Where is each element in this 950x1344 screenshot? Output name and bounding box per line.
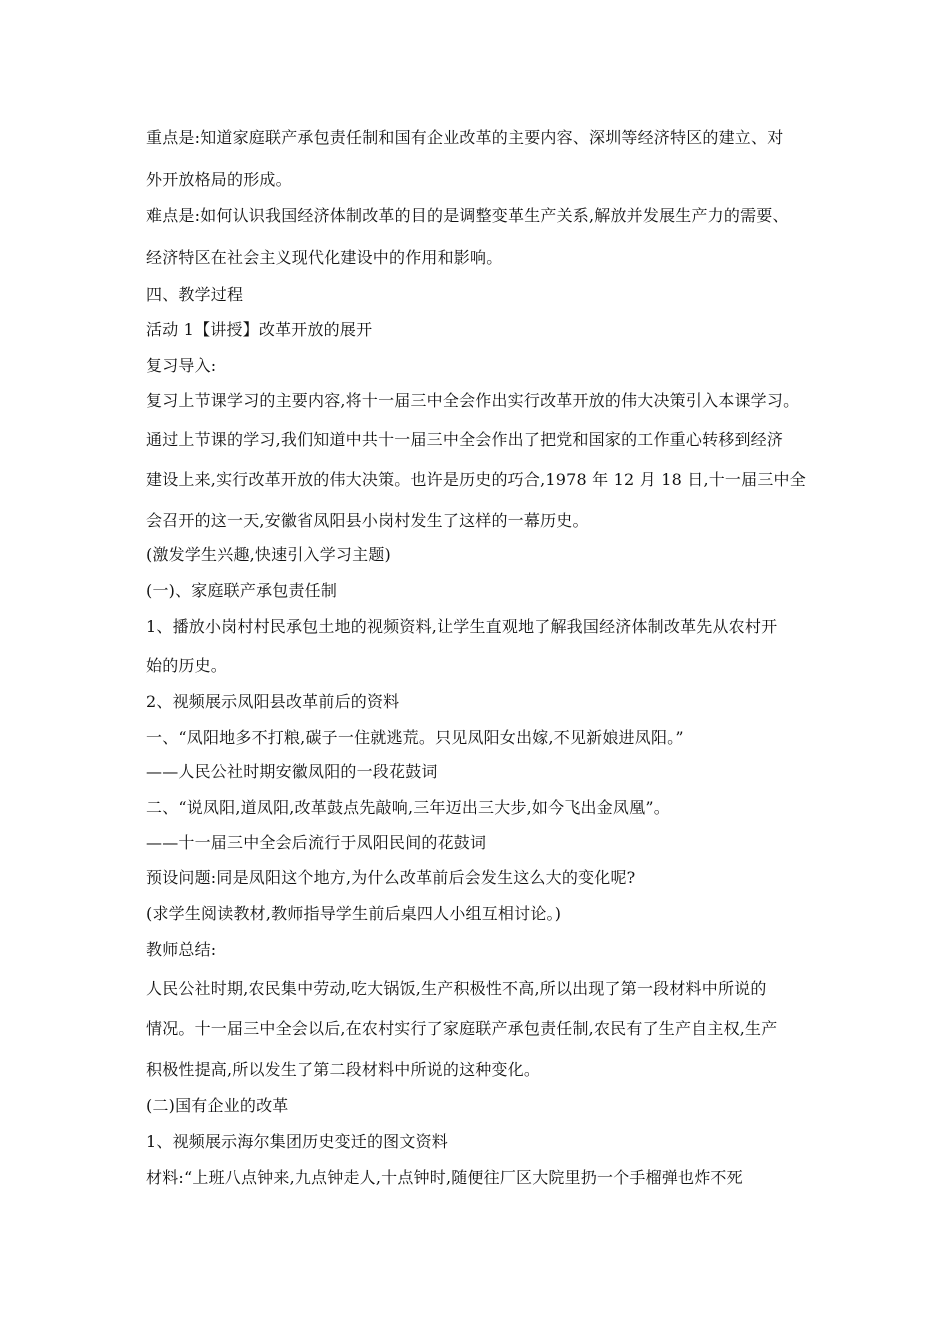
- text-line: 始的历史。: [146, 656, 228, 675]
- text-line: 重点是:知道家庭联产承包责任制和国有企业改革的主要内容、深圳等经济特区的建立、对: [146, 128, 784, 147]
- text-line: 难点是:如何认识我国经济体制改革的目的是调整变革生产关系,解放并发展生产力的需要、: [146, 206, 789, 225]
- activity-heading: 活动 1【讲授】改革开放的展开: [146, 320, 373, 339]
- text-line: 1、视频展示海尔集团历史变迁的图文资料: [146, 1132, 448, 1151]
- text-line: 材料:“上班八点钟来,九点钟走人,十点钟时,随便往厂区大院里扔一个手榴弹也炸不死: [146, 1168, 743, 1187]
- text-line: (求学生阅读教材,教师指导学生前后桌四人小组互相讨论。): [146, 904, 562, 923]
- text-line: 通过上节课的学习,我们知道中共十一届三中全会作出了把党和国家的工作重心转移到经济: [146, 430, 784, 449]
- text-line: 积极性提高,所以发生了第二段材料中所说的这种变化。: [146, 1060, 541, 1079]
- quote-line: 一、“凤阳地多不打粮,碳子一住就逃荒。只见凤阳女出嫁,不见新娘进凤阳。”: [146, 728, 684, 747]
- text-line: 人民公社时期,农民集中劳动,吃大锅饭,生产积极性不高,所以出现了第一段材料中所说的: [146, 979, 767, 998]
- subsection-heading: (二)国有企业的改革: [146, 1096, 289, 1115]
- text-line: 1、播放小岗村村民承包土地的视频资料,让学生直观地了解我国经济体制改革先从农村开: [146, 617, 778, 636]
- text-line: 复习上节课学习的主要内容,将十一届三中全会作出实行改革开放的伟大决策引入本课学习。: [146, 391, 800, 410]
- text-line: 复习导入:: [146, 356, 217, 375]
- text-line: 教师总结:: [146, 940, 217, 959]
- subsection-heading: (一)、家庭联产承包责任制: [146, 581, 338, 600]
- quote-line: 二、“说凤阳,道凤阳,改革鼓点先敲响,三年迈出三大步,如今飞出金凤凰”。: [146, 798, 670, 817]
- text-line: 经济特区在社会主义现代化建设中的作用和影响。: [146, 248, 503, 267]
- text-line: 2、视频展示凤阳县改革前后的资料: [146, 692, 400, 711]
- text-line: 情况。十一届三中全会以后,在农村实行了家庭联产承包责任制,农民有了生产自主权,生产: [146, 1019, 778, 1038]
- text-line: (激发学生兴趣,快速引入学习主题): [146, 545, 391, 564]
- text-line: 建设上来,实行改革开放的伟大决策。也许是历史的巧合,1978 年 12 月 18 日,十一届三中全: [146, 470, 806, 489]
- text-line: 会召开的这一天,安徽省凤阳县小岗村发生了这样的一幕历史。: [146, 511, 589, 530]
- text-line: 预设问题:同是凤阳这个地方,为什么改革前后会发生这么大的变化呢?: [146, 868, 636, 887]
- text-line: 外开放格局的形成。: [146, 170, 292, 189]
- section-heading: 四、教学过程: [146, 285, 244, 304]
- quote-source: ——人民公社时期安徽凤阳的一段花鼓词: [146, 762, 438, 781]
- quote-source: ——十一届三中全会后流行于凤阳民间的花鼓词: [146, 833, 487, 852]
